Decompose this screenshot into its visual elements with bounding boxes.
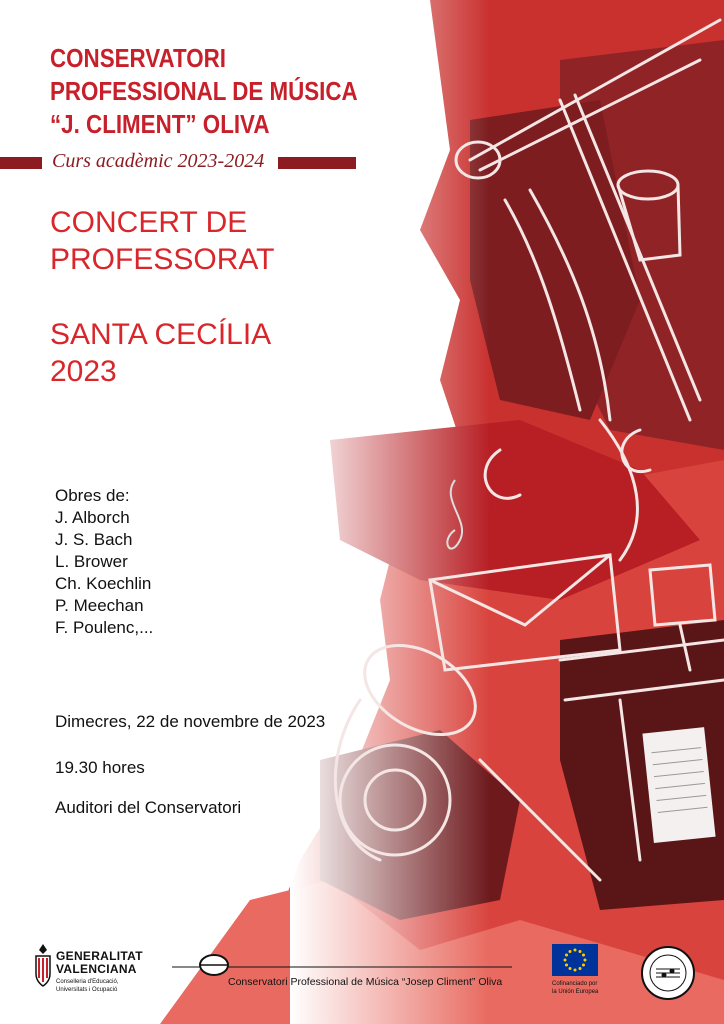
occasion-line: SANTA CECÍLIA (50, 318, 272, 351)
conselleria-line: Conselleria d'Educació, (56, 979, 119, 985)
academic-year-row (0, 150, 360, 176)
occasion-line: 2023 (50, 355, 117, 388)
eu-text-line: Cofinanciado por (552, 981, 598, 987)
conselleria-line: Universitats i Ocupació (56, 987, 118, 993)
event-venue: Auditori del Conservatori (55, 798, 242, 817)
institution-title (50, 42, 358, 141)
composer-item: Ch. Koechlin (55, 574, 152, 593)
conselleria-name (56, 978, 119, 994)
composer-item: J. Alborch (55, 508, 130, 527)
shield-icon (34, 944, 52, 988)
composer-item: L. Brower (55, 552, 128, 571)
generalitat-name-line: GENERALITAT (56, 949, 143, 963)
composer-item: J. S. Bach (55, 530, 133, 549)
institution-line: “J. CLIMENT” OLIVA (50, 109, 270, 139)
event-time: 19.30 hores (55, 758, 145, 777)
concert-title (50, 204, 274, 278)
conservatori-seal-icon (640, 945, 696, 1001)
generalitat-name-line: VALENCIANA (56, 962, 137, 976)
institution-line: PROFESSIONAL DE MÚSICA (50, 76, 358, 106)
occasion-title (50, 316, 271, 390)
eu-cofinancing-text (552, 980, 598, 996)
composer-item: F. Poulenc,... (55, 618, 154, 637)
generalitat-name (56, 950, 143, 976)
conservatori-name: Conservatori Professional de Música “Josep Climent” Oliva (228, 976, 503, 988)
eu-flag-icon (552, 944, 598, 976)
works-list (55, 485, 153, 639)
concert-title-line: CONCERT DE (50, 206, 248, 239)
institution-line: CONSERVATORI (50, 43, 227, 73)
composer-item: P. Meechan (55, 596, 144, 615)
generalitat-logo (34, 944, 164, 1004)
works-heading: Obres de: (55, 486, 130, 505)
divider-bar-right (278, 157, 356, 169)
eu-text-line: la Unión Europea (552, 989, 599, 995)
academic-year: Curs acadèmic 2023-2024 (52, 150, 265, 172)
sheet-music (642, 727, 715, 843)
concert-title-line: PROFESSORAT (50, 243, 275, 276)
conservatori-emblem-icon (172, 950, 512, 976)
eu-cofinancing-logo (552, 944, 612, 1004)
divider-bar-left (0, 157, 42, 169)
event-date: Dimecres, 22 de novembre de 2023 (55, 712, 326, 731)
conservatori-logo (172, 950, 512, 990)
